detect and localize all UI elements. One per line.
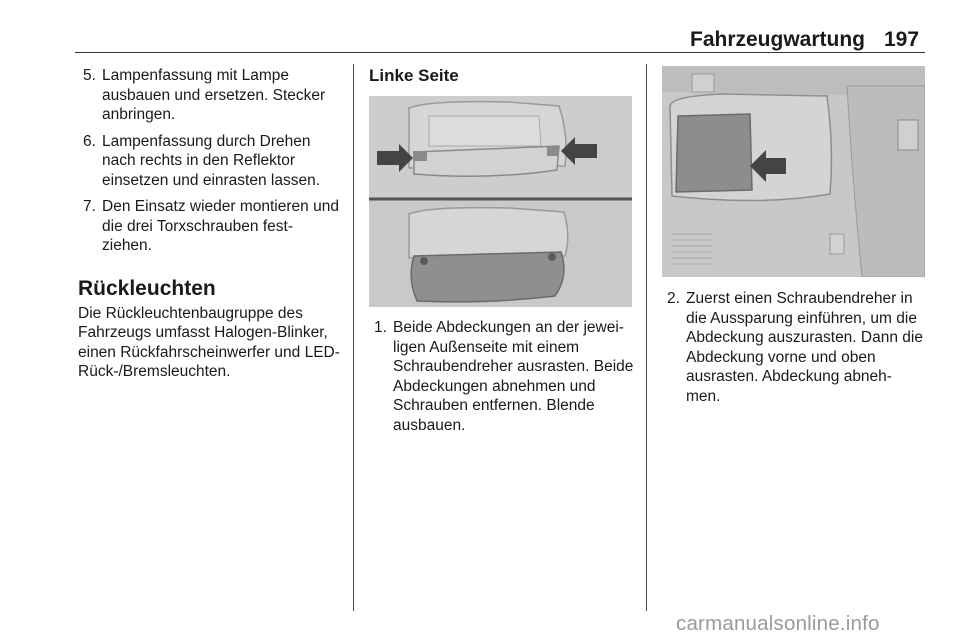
section-title: Rückleuchten [78,276,216,300]
step-text: Lampenfassung mit Lampe ausbauen und ersetzen. Stecker anbringen. [102,67,326,123]
figure-cover-removal [662,66,925,277]
step-number: 2. [667,290,680,307]
rear-panel-illustration [662,66,925,277]
subheading: Linke Seite [369,66,459,85]
page-number: 197 [884,28,920,51]
column-divider-2 [646,64,647,611]
trim-panel-illustration [369,96,632,307]
column-2-text [369,318,635,442]
step-number: 5. [83,67,96,84]
step-item [662,289,928,406]
column-3-text [662,289,928,413]
step-text: Zuerst einen Schraubendreher in die Aussparung einführen, um die Abdeckung auszurasten. Dann die Abdeckung vorne und oben ausrasten. Abdeckung abneh‑ men. [686,290,923,405]
column-2 [369,66,635,86]
watermark: carmanualsonline.info [676,612,880,635]
step-number: 7. [83,198,96,215]
steps-list-col2 [369,318,635,435]
header-rule [75,52,925,53]
step-text: Beide Abdeckungen an der jewei‑ ligen Außenseite mit einem Schraubendreher ausrasten. Beide Abdeckungen abnehmen und Schrauben entfernen. Blende ausbauen. [393,319,634,434]
step-item [78,197,340,256]
step-text: Den Einsatz wieder montieren und die drei Torxschrauben fest‑ ziehen. [102,198,339,254]
step-item [78,66,340,125]
section-body: Die Rückleuchtenbaugruppe des Fahrzeugs umfasst Halogen-Blinker, einen Rückfahrscheinwerfer und LED-Rück-/Bremsleuchten. [78,304,340,380]
steps-list-col3 [662,289,928,406]
column-divider-1 [353,64,354,611]
figure-left-side-covers [369,96,632,307]
chapter-title: Fahrzeugwartung [690,28,866,51]
step-item [78,132,340,191]
step-item [369,318,635,435]
step-text: Lampenfassung durch Drehen nach rechts in den Reflektor einsetzen und einrasten lassen. [102,132,321,189]
step-number: 6. [83,132,96,150]
step-number: 1. [374,319,387,336]
steps-list-col1 [78,66,340,256]
column-1 [78,66,340,382]
